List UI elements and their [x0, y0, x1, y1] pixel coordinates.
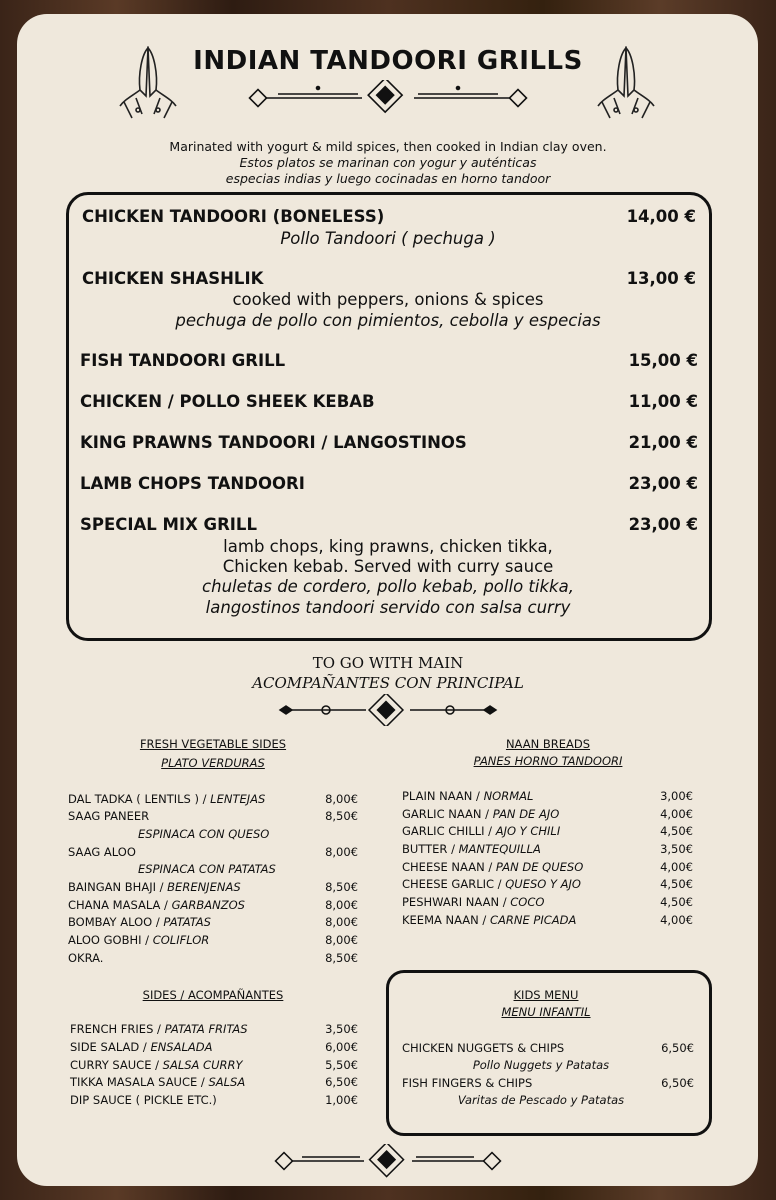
kids-heading-es: MENU INFANTIL	[501, 1005, 591, 1019]
item-name-en: SAAG PANEER	[68, 809, 150, 823]
section-subtitle: ACOMPAÑANTES CON PRINCIPAL	[252, 674, 524, 692]
item-desc: langostinos tandoori servido con salsa curry	[205, 598, 571, 617]
item-name-en: FRENCH FRIES /	[70, 1022, 165, 1036]
item-name	[402, 895, 544, 909]
item-name	[402, 807, 559, 821]
item-price: 3,50€	[660, 842, 693, 856]
item-name-en: KEEMA NAAN /	[402, 913, 490, 927]
item-name: CHICKEN TANDOORI (BONELESS)	[82, 207, 385, 226]
item-name	[402, 824, 560, 838]
item-name-en: BOMBAY ALOO /	[68, 915, 164, 929]
item-name-es: ESPINACA CON PATATAS	[138, 862, 276, 876]
item-name-es: NORMAL	[483, 789, 534, 803]
item-name-en: BUTTER /	[402, 842, 459, 856]
intro-spanish-line2: especias indias y luego cocinadas en horno tandoor	[225, 171, 551, 186]
item-price: 8,00€	[325, 792, 358, 806]
item-name	[70, 1093, 217, 1107]
item-name	[70, 1075, 245, 1089]
item-price: 11,00 €	[628, 392, 698, 411]
item-name	[68, 845, 136, 859]
item-name	[68, 898, 245, 912]
item-name-es: BERENJENAS	[167, 880, 241, 894]
page-title: INDIAN TANDOORI GRILLS	[193, 46, 583, 76]
item-name-es: SALSA CURRY	[162, 1058, 243, 1072]
item-price: 15,00 €	[628, 351, 698, 370]
sides-heading: SIDES / ACOMPAÑANTES	[142, 988, 284, 1002]
item-name-en: BAINGAN BHAJI /	[68, 880, 168, 894]
item-desc: chuletas de cordero, pollo kebab, pollo tikka,	[202, 577, 574, 596]
intro-english: Marinated with yogurt & mild spices, then cooked in Indian clay oven.	[169, 139, 607, 154]
item-name: LAMB CHOPS TANDOORI	[80, 474, 305, 493]
item-price: 13,00 €	[626, 269, 696, 288]
item-name	[70, 1058, 243, 1072]
item-name	[138, 862, 276, 876]
item-name	[70, 1022, 248, 1036]
item-name: FISH TANDOORI GRILL	[80, 351, 286, 370]
item-name-en: DAL TADKA ( LENTILS ) /	[68, 792, 211, 806]
item-name-es: CARNE PICADA	[489, 913, 577, 927]
item-name	[68, 880, 241, 894]
item-name-en: DIP SAUCE ( PICKLE ETC.)	[70, 1093, 217, 1107]
item-price: 1,00€	[325, 1093, 358, 1107]
item-price: 14,00 €	[626, 207, 696, 226]
item-name-es: AJO Y CHILI	[495, 824, 561, 838]
item-price: 4,50€	[660, 877, 693, 891]
item-desc: Pollo Tandoori ( pechuga )	[280, 229, 496, 248]
item-price: 4,00€	[660, 807, 693, 821]
item-name-es: LENTEJAS	[210, 792, 266, 806]
item-name-es: PATATA FRITAS	[164, 1022, 248, 1036]
item-desc: cooked with peppers, onions & spices	[232, 290, 544, 309]
item-name-en: GARLIC NAAN /	[402, 807, 493, 821]
naan-heading: NAAN BREADS	[505, 737, 591, 751]
item-price: 6,50€	[661, 1041, 694, 1055]
item-name	[402, 789, 533, 803]
item-price: 21,00 €	[628, 433, 698, 452]
item-price: 8,00€	[325, 933, 358, 947]
item-name: SPECIAL MIX GRILL	[80, 515, 257, 534]
item-name	[68, 792, 265, 806]
item-name	[68, 933, 209, 947]
item-name: CHICKEN / POLLO SHEEK KEBAB	[80, 392, 375, 411]
item-price: 6,50€	[325, 1075, 358, 1089]
item-desc: pechuga de pollo con pimientos, cebolla y especias	[175, 311, 601, 330]
item-name-es: COCO	[510, 895, 545, 909]
item-price: 23,00 €	[628, 474, 698, 493]
item-price: 8,50€	[325, 951, 358, 965]
item-price: 4,50€	[660, 824, 693, 838]
diamond-ornament-icon	[248, 80, 528, 116]
item-desc: lamb chops, king prawns, chicken tikka,	[223, 537, 553, 556]
item-name-en: GARLIC CHILLI /	[402, 824, 496, 838]
item-name	[402, 860, 583, 874]
intro-spanish-line1: Estos platos se marinan con yogur y auténticas	[239, 155, 537, 170]
item-name-en: SAAG ALOO	[68, 845, 136, 859]
item-name	[402, 913, 576, 927]
item-price: 8,00€	[325, 845, 358, 859]
item-price: 4,00€	[660, 913, 693, 927]
item-desc: Pollo Nuggets y Patatas	[472, 1058, 610, 1072]
item-name-es: PAN DE AJO	[492, 807, 560, 821]
item-price: 3,50€	[325, 1022, 358, 1036]
item-name-en: SIDE SALAD /	[70, 1040, 151, 1054]
item-price: 4,00€	[660, 860, 693, 874]
item-name	[402, 877, 581, 891]
item-price: 8,00€	[325, 915, 358, 929]
item-name-en: CHANA MASALA /	[68, 898, 172, 912]
diamond-ornament-icon	[272, 1144, 504, 1178]
section-title: TO GO WITH MAIN	[312, 654, 464, 672]
kids-heading: KIDS MENU	[513, 988, 579, 1002]
item-name-es: MANTEQUILLA	[458, 842, 541, 856]
item-name-en: CHEESE NAAN /	[402, 860, 496, 874]
naan-heading-es: PANES HORNO TANDOORI	[473, 754, 623, 768]
item-name-en: PLAIN NAAN /	[402, 789, 484, 803]
item-name-es: GARBANZOS	[171, 898, 245, 912]
item-name-en: CHEESE GARLIC /	[402, 877, 506, 891]
item-price: 5,50€	[325, 1058, 358, 1072]
item-name: CHICKEN NUGGETS & CHIPS	[402, 1041, 565, 1055]
item-name-es: ESPINACA CON QUESO	[138, 827, 270, 841]
veg-sides-heading: FRESH VEGETABLE SIDES	[139, 737, 287, 751]
veg-sides-heading-es: PLATO VERDURAS	[161, 756, 265, 770]
item-desc: Chicken kebab. Served with curry sauce	[222, 557, 554, 576]
item-name-es: COLIFLOR	[152, 933, 210, 947]
item-name-es: ENSALADA	[150, 1040, 213, 1054]
item-name-en: OKRA.	[68, 951, 104, 965]
item-name-es: SALSA	[208, 1075, 246, 1089]
item-name-es: PATATAS	[163, 915, 211, 929]
item-name: KING PRAWNS TANDOORI / LANGOSTINOS	[80, 433, 467, 452]
item-name-en: PESHWARI NAAN /	[402, 895, 511, 909]
item-name-en: CURRY SAUCE /	[70, 1058, 163, 1072]
item-name: CHICKEN SHASHLIK	[82, 269, 264, 288]
item-name	[68, 915, 211, 929]
item-price: 6,00€	[325, 1040, 358, 1054]
item-desc: Varitas de Pescado y Patatas	[457, 1093, 625, 1107]
item-name-en: TIKKA MASALA SAUCE /	[70, 1075, 209, 1089]
diamond-ornament-icon	[278, 694, 498, 726]
item-name	[68, 951, 103, 965]
item-price: 8,00€	[325, 898, 358, 912]
item-price: 8,50€	[325, 809, 358, 823]
item-name	[138, 827, 269, 841]
item-price: 8,50€	[325, 880, 358, 894]
item-name: FISH FINGERS & CHIPS	[402, 1076, 533, 1090]
item-name-en: ALOO GOBHI /	[68, 933, 153, 947]
item-name	[68, 809, 149, 823]
item-price: 23,00 €	[628, 515, 698, 534]
item-name-es: QUESO Y AJO	[505, 877, 581, 891]
item-name	[402, 842, 541, 856]
item-name	[70, 1040, 212, 1054]
item-price: 4,50€	[660, 895, 693, 909]
item-price: 3,00€	[660, 789, 693, 803]
item-name-es: PAN DE QUESO	[495, 860, 584, 874]
item-price: 6,50€	[661, 1076, 694, 1090]
